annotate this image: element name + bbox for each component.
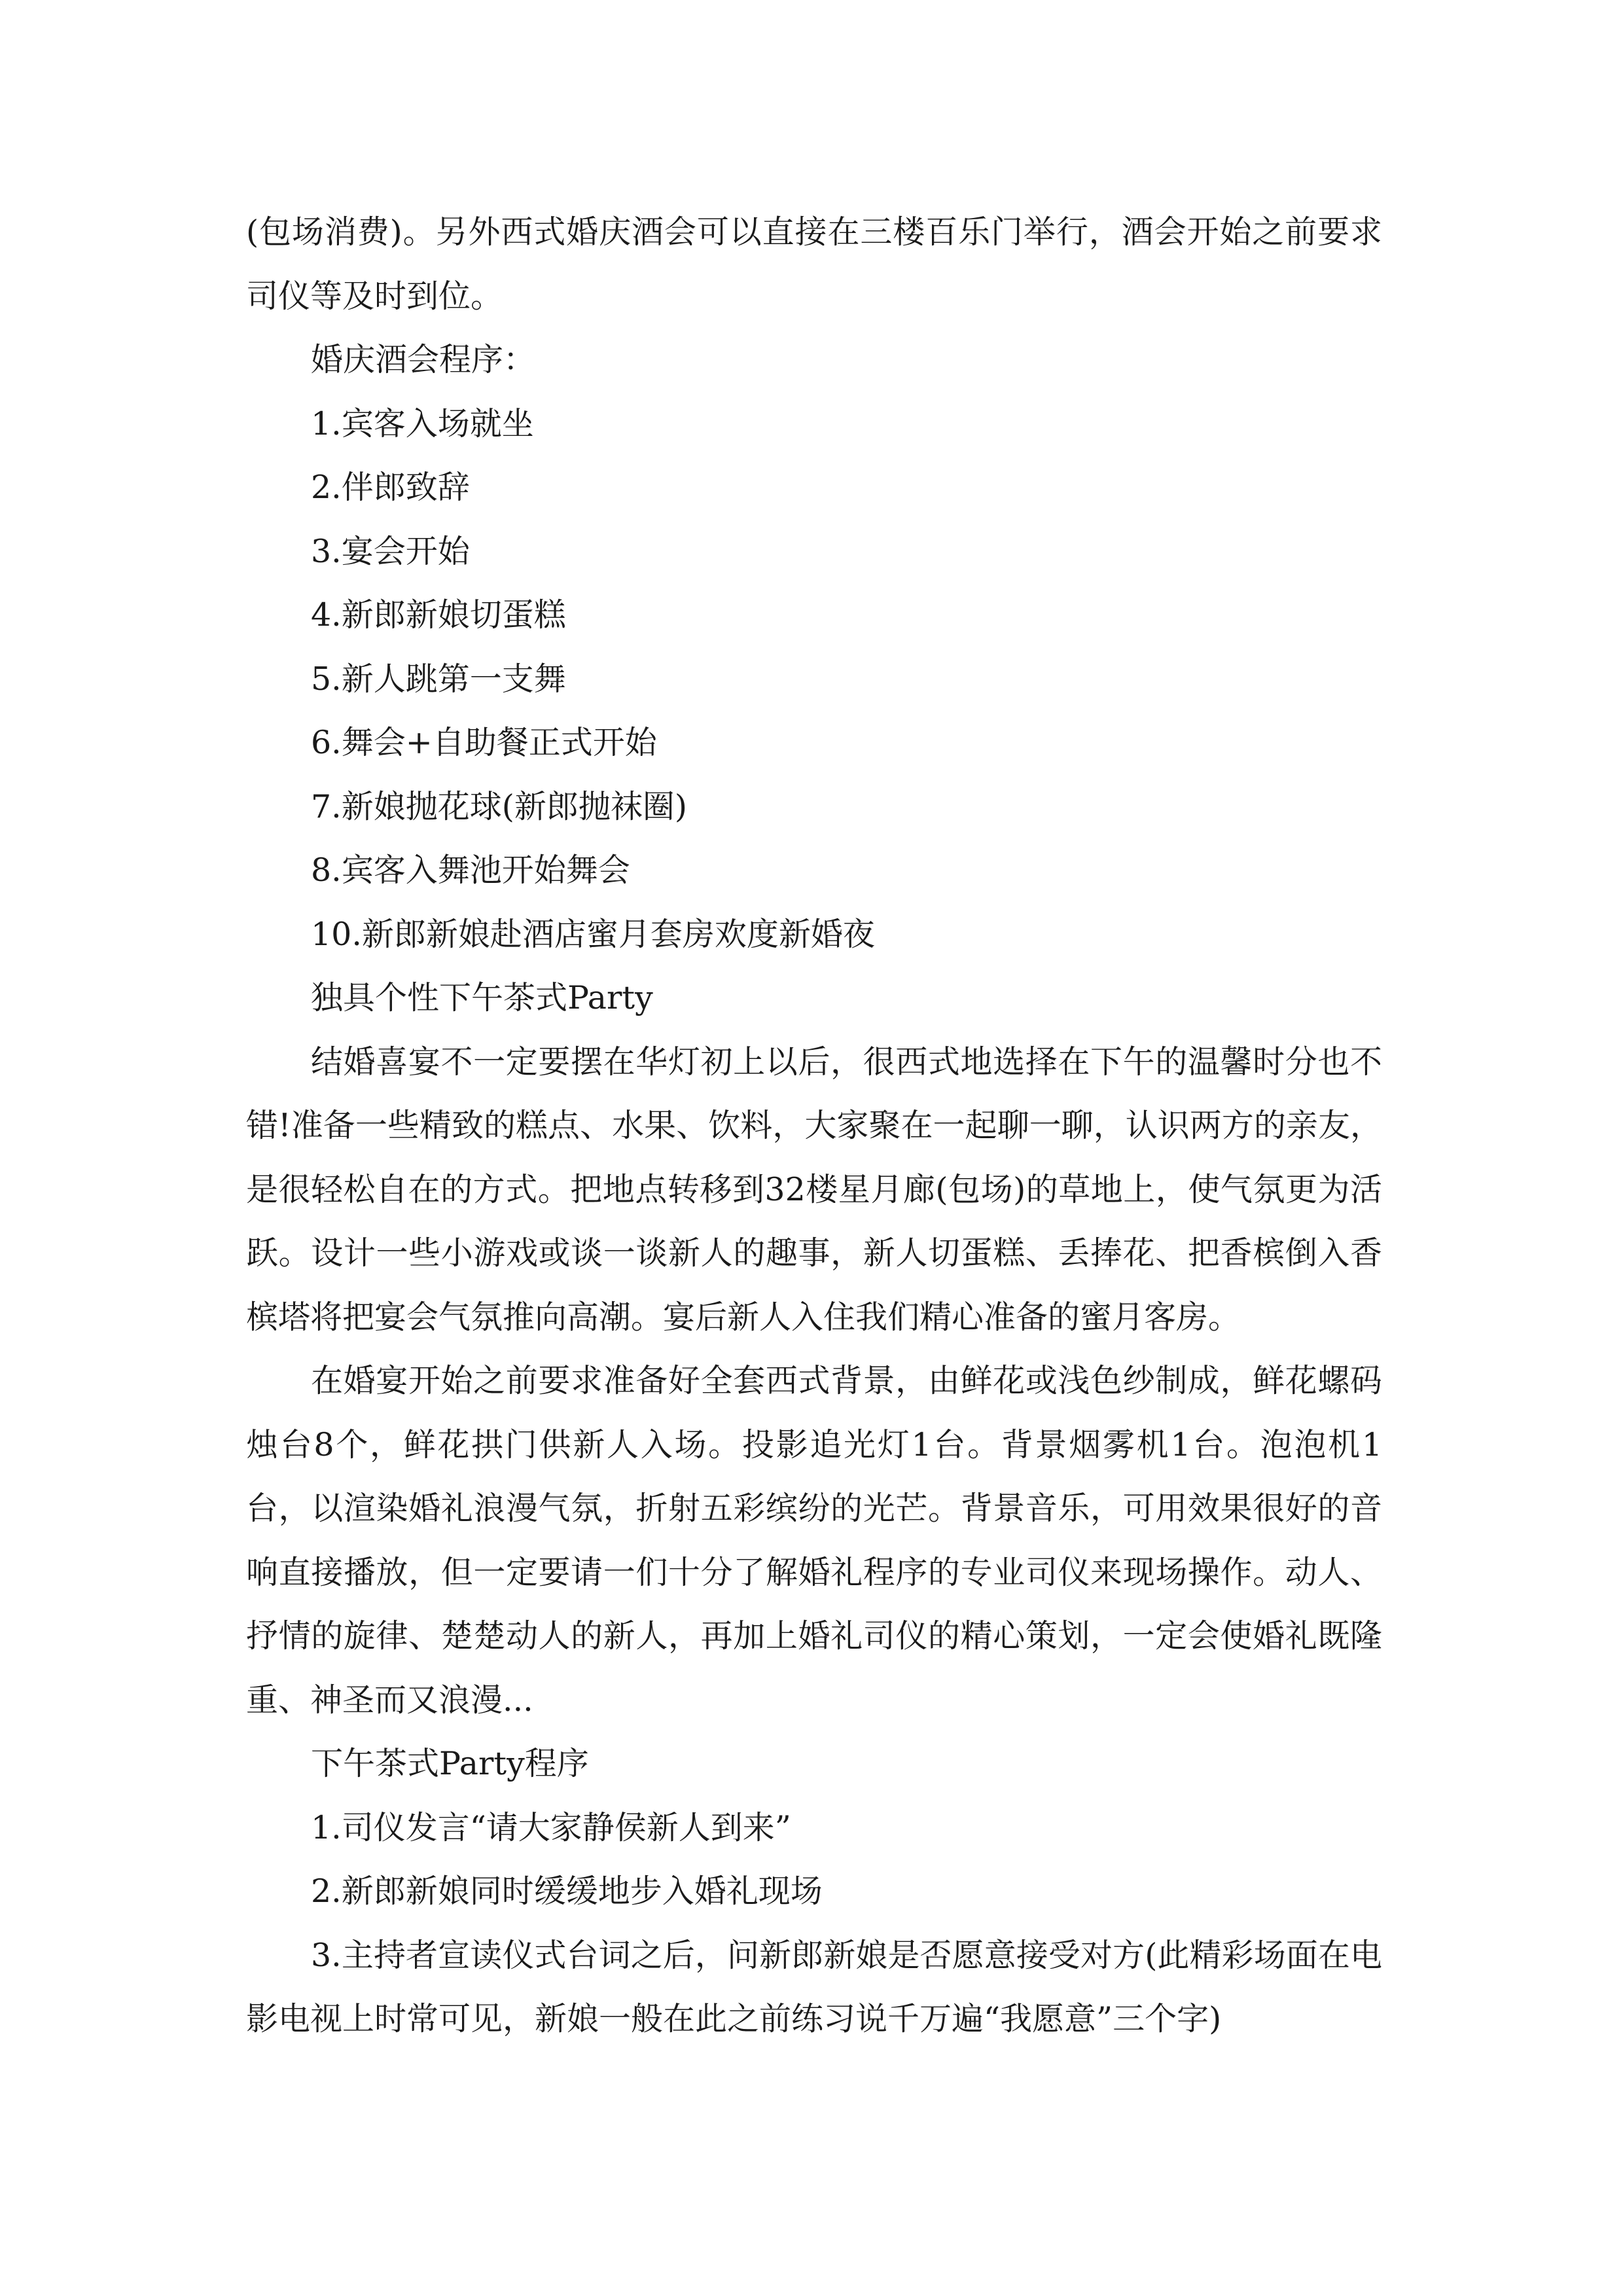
list-item: 5.新人跳第一支舞 [311, 660, 566, 698]
list-item: 1.宾客入场就坐 [311, 404, 534, 442]
paragraph-afternoon-tea: 结婚喜宴不一定要摆在华灯初上以后，很西式地选择在下午的温馨时分也不错!准备一些精致的糕点、水果、饮料，大家聚在一起聊一聊，认识两方的亲友，是很轻松自在的方式。把地点转移到32楼星月廊(包场)的草地上，使气氛更为活跃。设计一些小游戏或谈一谈新人的趣事，新人切蛋糕、丢捧花、把香槟倒入香槟塔将把宴会气氛推向高潮。宴后新人入住我们精心准备的蜜月客房。 [246, 1043, 1382, 1336]
list-item: 7.新娘抛花球(新郎抛袜圈) [311, 787, 687, 825]
list-item: 6.舞会+自助餐正式开始 [311, 724, 657, 761]
list-item: 2.新郎新娘同时缓缓地步入婚礼现场 [311, 1873, 823, 1910]
paragraph-continuation: (包场消费)。另外西式婚庆酒会可以直接在三楼百乐门举行，酒会开始之前要求司仪等及时到位。 [246, 213, 1382, 315]
list-item: 8.宾客入舞池开始舞会 [311, 852, 630, 889]
heading-reception-program: 婚庆酒会程序： [311, 341, 536, 378]
list-item: 2.伴郎致辞 [311, 469, 470, 506]
list-item: 10.新郎新娘赴酒店蜜月套房欢度新婚夜 [311, 915, 875, 953]
list-item: 3.宴会开始 [311, 532, 470, 570]
heading-party-program: 下午茶式Party程序 [311, 1745, 589, 1782]
paragraph-preparation: 在婚宴开始之前要求准备好全套西式背景，由鲜花或浅色纱制成，鲜花螺码烛台8个，鲜花拱门供新人入场。投影追光灯1台。背景烟雾机1台。泡泡机1台，以渲染婚礼浪漫气氛，折射五彩缤纷的光芒。背景音乐，可用效果很好的音响直接播放，但一定要请一们十分了解婚礼程序的专业司仪来现场操作。动人、抒情的旋律、楚楚动人的新人，再加上婚礼司仪的精心策划，一定会使婚礼既隆重、神圣而又浪漫... [246, 1362, 1382, 1719]
heading-afternoon-tea-party: 独具个性下午茶式Party [311, 979, 653, 1016]
list-item: 1.司仪发言“请大家静侯新人到来” [311, 1808, 791, 1846]
list-item: 3.主持者宣读仪式台词之后，问新郎新娘是否愿意接受对方(此精彩场面在电影电视上时常可见，新娘一般在此之前练习说千万遍“我愿意”三个字) [246, 1936, 1382, 2037]
list-item: 4.新郎新娘切蛋糕 [311, 596, 566, 634]
document-body [246, 200, 1382, 2051]
